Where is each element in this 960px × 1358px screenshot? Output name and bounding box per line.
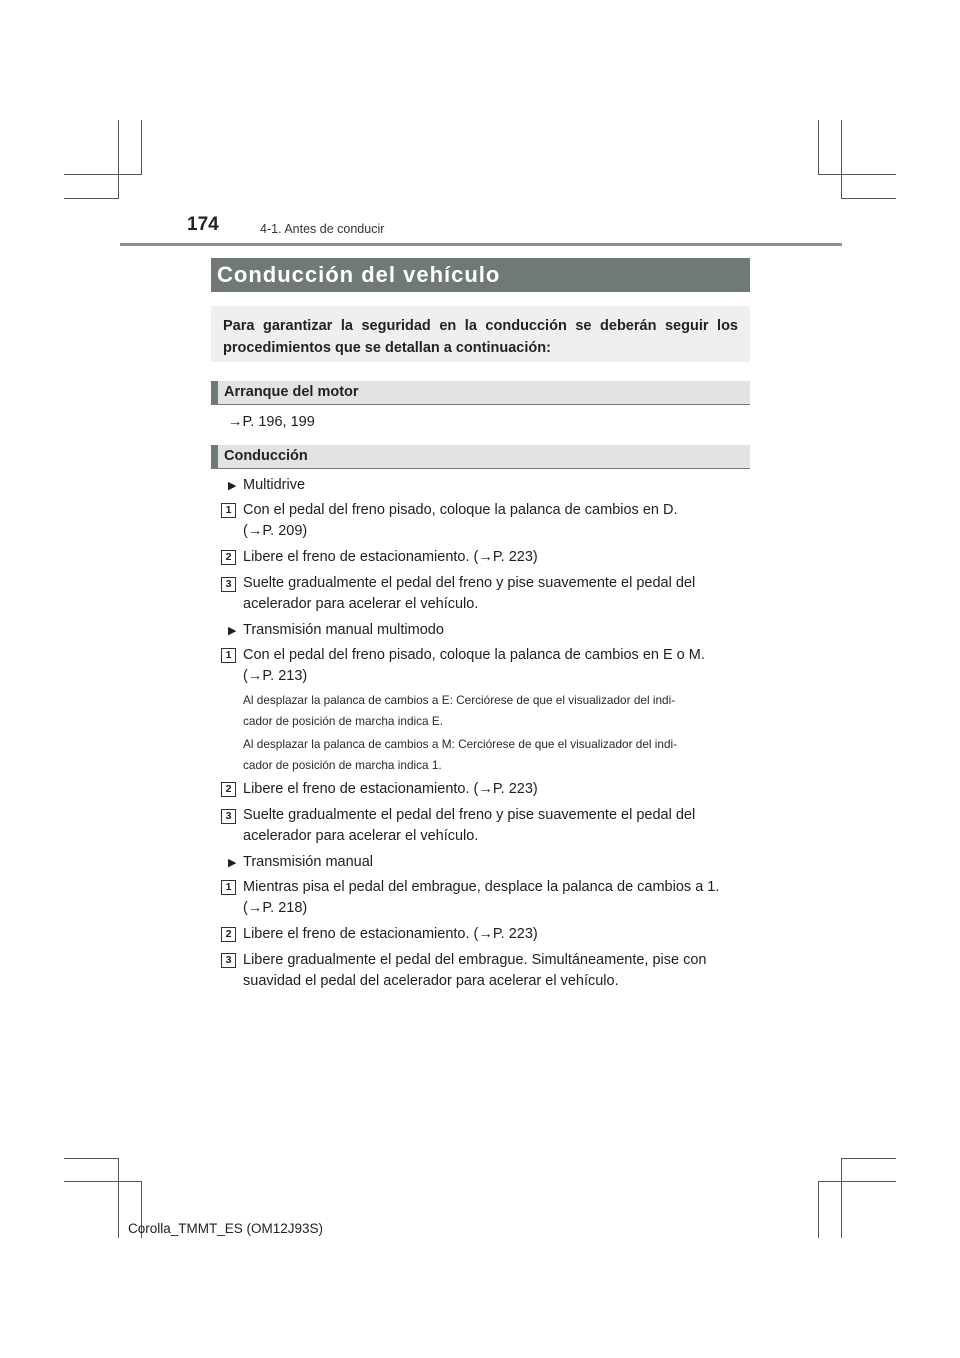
step-line: acelerador para acelerar el vehículo. <box>243 596 479 612</box>
crop-mark <box>841 1158 842 1238</box>
step-number: 3 <box>221 953 236 968</box>
header-rule <box>120 243 842 246</box>
bullet-multidrive <box>228 475 305 497</box>
page-title: Conducción del vehículo <box>211 258 750 292</box>
bullet-label: Multidrive <box>243 477 306 493</box>
step-number: 2 <box>221 927 236 942</box>
footer-manual-code: Corolla_TMMT_ES (OM12J93S) <box>128 1221 324 1236</box>
section-label: 4-1. Antes de conducir <box>260 222 385 236</box>
crop-mark <box>841 198 896 199</box>
subheading-engine-start: Arranque del motor <box>211 381 750 405</box>
step-number: 1 <box>221 503 236 518</box>
bullet-manual <box>228 852 373 874</box>
step-text <box>243 950 746 992</box>
bullet-multimode <box>228 620 444 642</box>
bullet-label: Transmisión manual <box>243 854 374 870</box>
step-line: Libere el freno de estacionamiento. (→P. 223) <box>243 926 538 942</box>
step-text <box>243 547 746 568</box>
crop-mark <box>818 120 819 175</box>
triangle-bullet-icon: ▶ <box>228 625 237 637</box>
step-line: Suelte gradualmente el pedal del freno y pise suavemente el pedal del <box>243 575 696 591</box>
step-text <box>243 500 746 542</box>
intro-box: Para garantizar la seguridad en la conducción se deberán seguir los procedimientos que se detallan a continuación: <box>211 306 750 362</box>
crop-mark <box>64 1158 119 1159</box>
crop-mark <box>118 1158 119 1238</box>
step-number: 3 <box>221 577 236 592</box>
step-line: Con el pedal del freno pisado, coloque la palanca de cambios en D. <box>243 502 678 518</box>
step-line: Con el pedal del freno pisado, coloque la palanca de cambios en E o M. <box>243 647 705 663</box>
engine-start-reference: →P. 196, 199 <box>228 414 315 430</box>
step-number: 1 <box>221 880 236 895</box>
step-text <box>243 877 746 919</box>
triangle-bullet-icon: ▶ <box>228 857 237 869</box>
step-text <box>243 805 746 847</box>
step-line: Libere el freno de estacionamiento. (→P. 223) <box>243 549 538 565</box>
page-number: 174 <box>187 214 219 235</box>
step-line: Mientras pisa el pedal del embrague, desplace la palanca de cambios a 1. <box>243 879 720 895</box>
note-line: cador de posición de marcha indica E. <box>243 714 444 728</box>
step-line: (→P. 209) <box>243 523 308 539</box>
crop-mark <box>818 1181 819 1238</box>
note-text <box>243 734 746 776</box>
step-line: Libere gradualmente el pedal del embrague. Simultáneamente, pise con <box>243 952 707 968</box>
step-number: 3 <box>221 809 236 824</box>
step-number: 1 <box>221 648 236 663</box>
note-line: cador de posición de marcha indica 1. <box>243 758 442 772</box>
note-line: Al desplazar la palanca de cambios a M: Cerciórese de que el visualizador del indi- <box>243 737 678 751</box>
step-number: 2 <box>221 550 236 565</box>
crop-mark <box>841 120 842 198</box>
bullet-label: Transmisión manual multimodo <box>243 622 444 638</box>
step-number: 2 <box>221 782 236 797</box>
crop-mark <box>118 120 119 198</box>
step-text <box>243 573 746 615</box>
step-line: Suelte gradualmente el pedal del freno y pise suavemente el pedal del <box>243 807 696 823</box>
note-line: Al desplazar la palanca de cambios a E: Cerciórese de que el visualizador del indi- <box>243 693 676 707</box>
crop-mark <box>818 1181 896 1182</box>
step-line: Libere el freno de estacionamiento. (→P. 223) <box>243 781 538 797</box>
step-line: suavidad el pedal del acelerador para acelerar el vehículo. <box>243 973 619 989</box>
crop-mark <box>141 120 142 175</box>
step-text <box>243 779 746 800</box>
step-text <box>243 924 746 945</box>
step-line: acelerador para acelerar el vehículo. <box>243 828 479 844</box>
step-line: (→P. 218) <box>243 900 308 916</box>
crop-mark <box>64 198 119 199</box>
crop-mark <box>818 174 896 175</box>
triangle-bullet-icon: ▶ <box>228 480 237 492</box>
crop-mark <box>64 174 142 175</box>
note-text <box>243 690 746 732</box>
subheading-driving: Conducción <box>211 445 750 469</box>
step-text <box>243 645 746 687</box>
step-line: (→P. 213) <box>243 668 308 684</box>
crop-mark <box>841 1158 896 1159</box>
crop-mark <box>64 1181 142 1182</box>
